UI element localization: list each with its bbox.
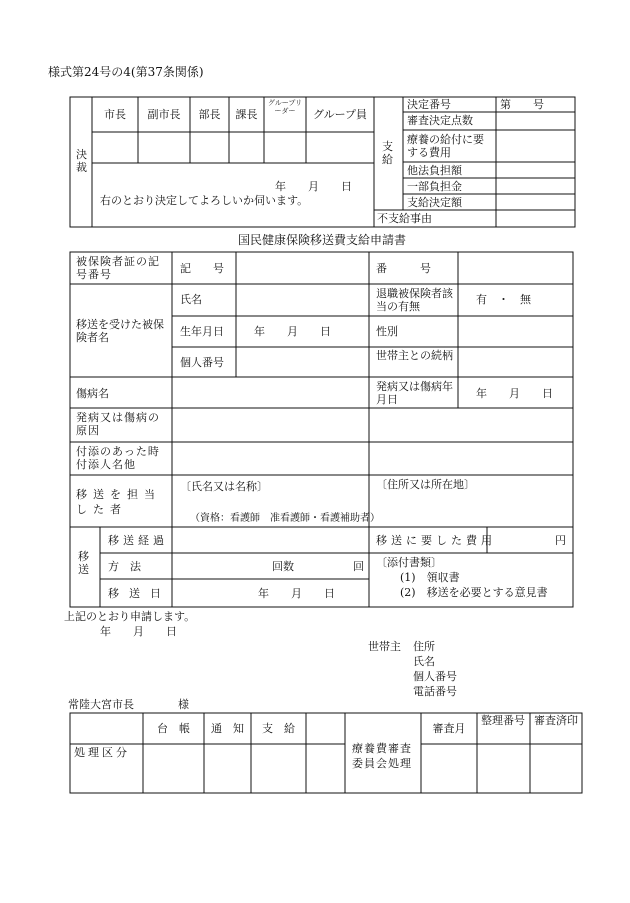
processing-label: 処理区分 — [74, 746, 130, 759]
number-label: 番 号 — [376, 262, 431, 275]
form-title: 国民健康保険移送費支給申請書 — [238, 233, 407, 247]
relation-label: 世帯主との続柄 — [376, 349, 453, 362]
carrier-address-label: 〔住所又は所在地〕 — [376, 478, 475, 491]
file-number-col: 整理番号 — [481, 714, 525, 727]
cause-label: 発病又は傷病の原因 — [76, 411, 160, 437]
decision-number-label: 決定番号 — [407, 98, 451, 111]
attachment-receipt: (1) 領収書 — [400, 571, 460, 584]
retired-value: 有 ・ 無 — [476, 293, 531, 306]
decision-label: 決裁 — [76, 148, 87, 174]
decision-request-text: 右のとおり決定してよろしいか伺います。 — [100, 194, 309, 207]
reviewed-seal-col: 審査済印 — [534, 714, 578, 727]
method-label: 方 法 — [108, 560, 141, 573]
birth-value: 年 月 日 — [254, 325, 331, 338]
route-label: 移送経過 — [108, 534, 168, 547]
payment-amount-label: 支給決定額 — [407, 196, 462, 209]
count-label: 回数 — [272, 560, 294, 573]
form-number: 様式第24号の4(第37条関係) — [48, 65, 204, 79]
review-month-col: 審査月 — [432, 722, 466, 735]
application-date: 年 月 日 — [100, 625, 177, 638]
decision-number-value: 第 号 — [500, 98, 544, 111]
payment-col: 支 給 — [262, 722, 295, 735]
address-label: 住所 — [413, 640, 435, 653]
role-group-leader: グループリーダー — [267, 99, 303, 115]
transfer-date-value: 年 月 日 — [258, 587, 335, 600]
applicant-name-label: 氏名 — [413, 655, 435, 668]
role-group-member: グループ員 — [312, 108, 368, 121]
role-director: 部長 — [198, 108, 221, 121]
birth-label: 生年月日 — [180, 325, 224, 338]
role-vice-mayor: 副市長 — [147, 108, 181, 121]
role-section-chief: 課長 — [235, 108, 258, 121]
review-points-label: 審査決定点数 — [407, 114, 473, 127]
payment-label: 支給 — [382, 140, 393, 166]
onset-label: 発病又は傷病年月日 — [376, 380, 453, 406]
carrier-name-label: 〔氏名又は名称〕 — [180, 480, 268, 493]
yen-unit: 円 — [555, 534, 566, 547]
committee-label: 療養費審査委員会処理 — [352, 742, 412, 770]
carrier-qualification: （資格：看護師 准看護師・看護補助者） — [190, 513, 380, 524]
count-unit: 回 — [353, 560, 364, 573]
symbol-label: 記 号 — [180, 262, 224, 275]
applicant-personal-number-label: 個人番号 — [413, 670, 457, 683]
personal-number-label: 個人番号 — [180, 356, 224, 369]
retired-label: 退職被保険者該当の有無 — [376, 287, 453, 313]
name-label: 氏名 — [180, 293, 202, 306]
sex-label: 性別 — [376, 325, 398, 338]
notice-col: 通 知 — [211, 722, 244, 735]
role-mayor: 市長 — [104, 108, 126, 121]
transfer-label: 移送 — [78, 550, 89, 576]
attachment-opinion: (2) 移送を必要とする意見書 — [400, 586, 548, 599]
cost-label: 移送に要した費用 — [376, 534, 496, 547]
transfer-date-label: 移送日 — [108, 587, 171, 600]
partial-burden-label: 一部負担金 — [407, 180, 462, 193]
insured-card-label: 被保険者証の記号番号 — [76, 255, 160, 281]
attachments-label: 〔添付書類〕 — [376, 556, 442, 569]
household-head-label: 世帯主 — [368, 640, 401, 653]
decision-date: 年 月 日 — [275, 180, 352, 193]
patient-label: 移送を受けた被保険者名 — [76, 318, 164, 344]
medical-cost-label: 療養の給付に要する費用 — [407, 133, 484, 159]
attendant-label: 付添のあった時付添人名他 — [76, 445, 160, 471]
application-statement: 上記のとおり申請します。 — [64, 610, 196, 623]
phone-label: 電話番号 — [413, 685, 457, 698]
ledger-col: 台 帳 — [157, 722, 190, 735]
other-law-burden-label: 他法負担額 — [407, 164, 462, 177]
onset-value: 年 月 日 — [476, 387, 553, 400]
non-payment-reason-label: 不支給事由 — [377, 212, 432, 225]
recipient: 常陸大宮市長 様 — [68, 698, 189, 711]
disease-label: 傷病名 — [76, 387, 109, 400]
carrier-label: 移送を担当した者 — [76, 488, 161, 516]
